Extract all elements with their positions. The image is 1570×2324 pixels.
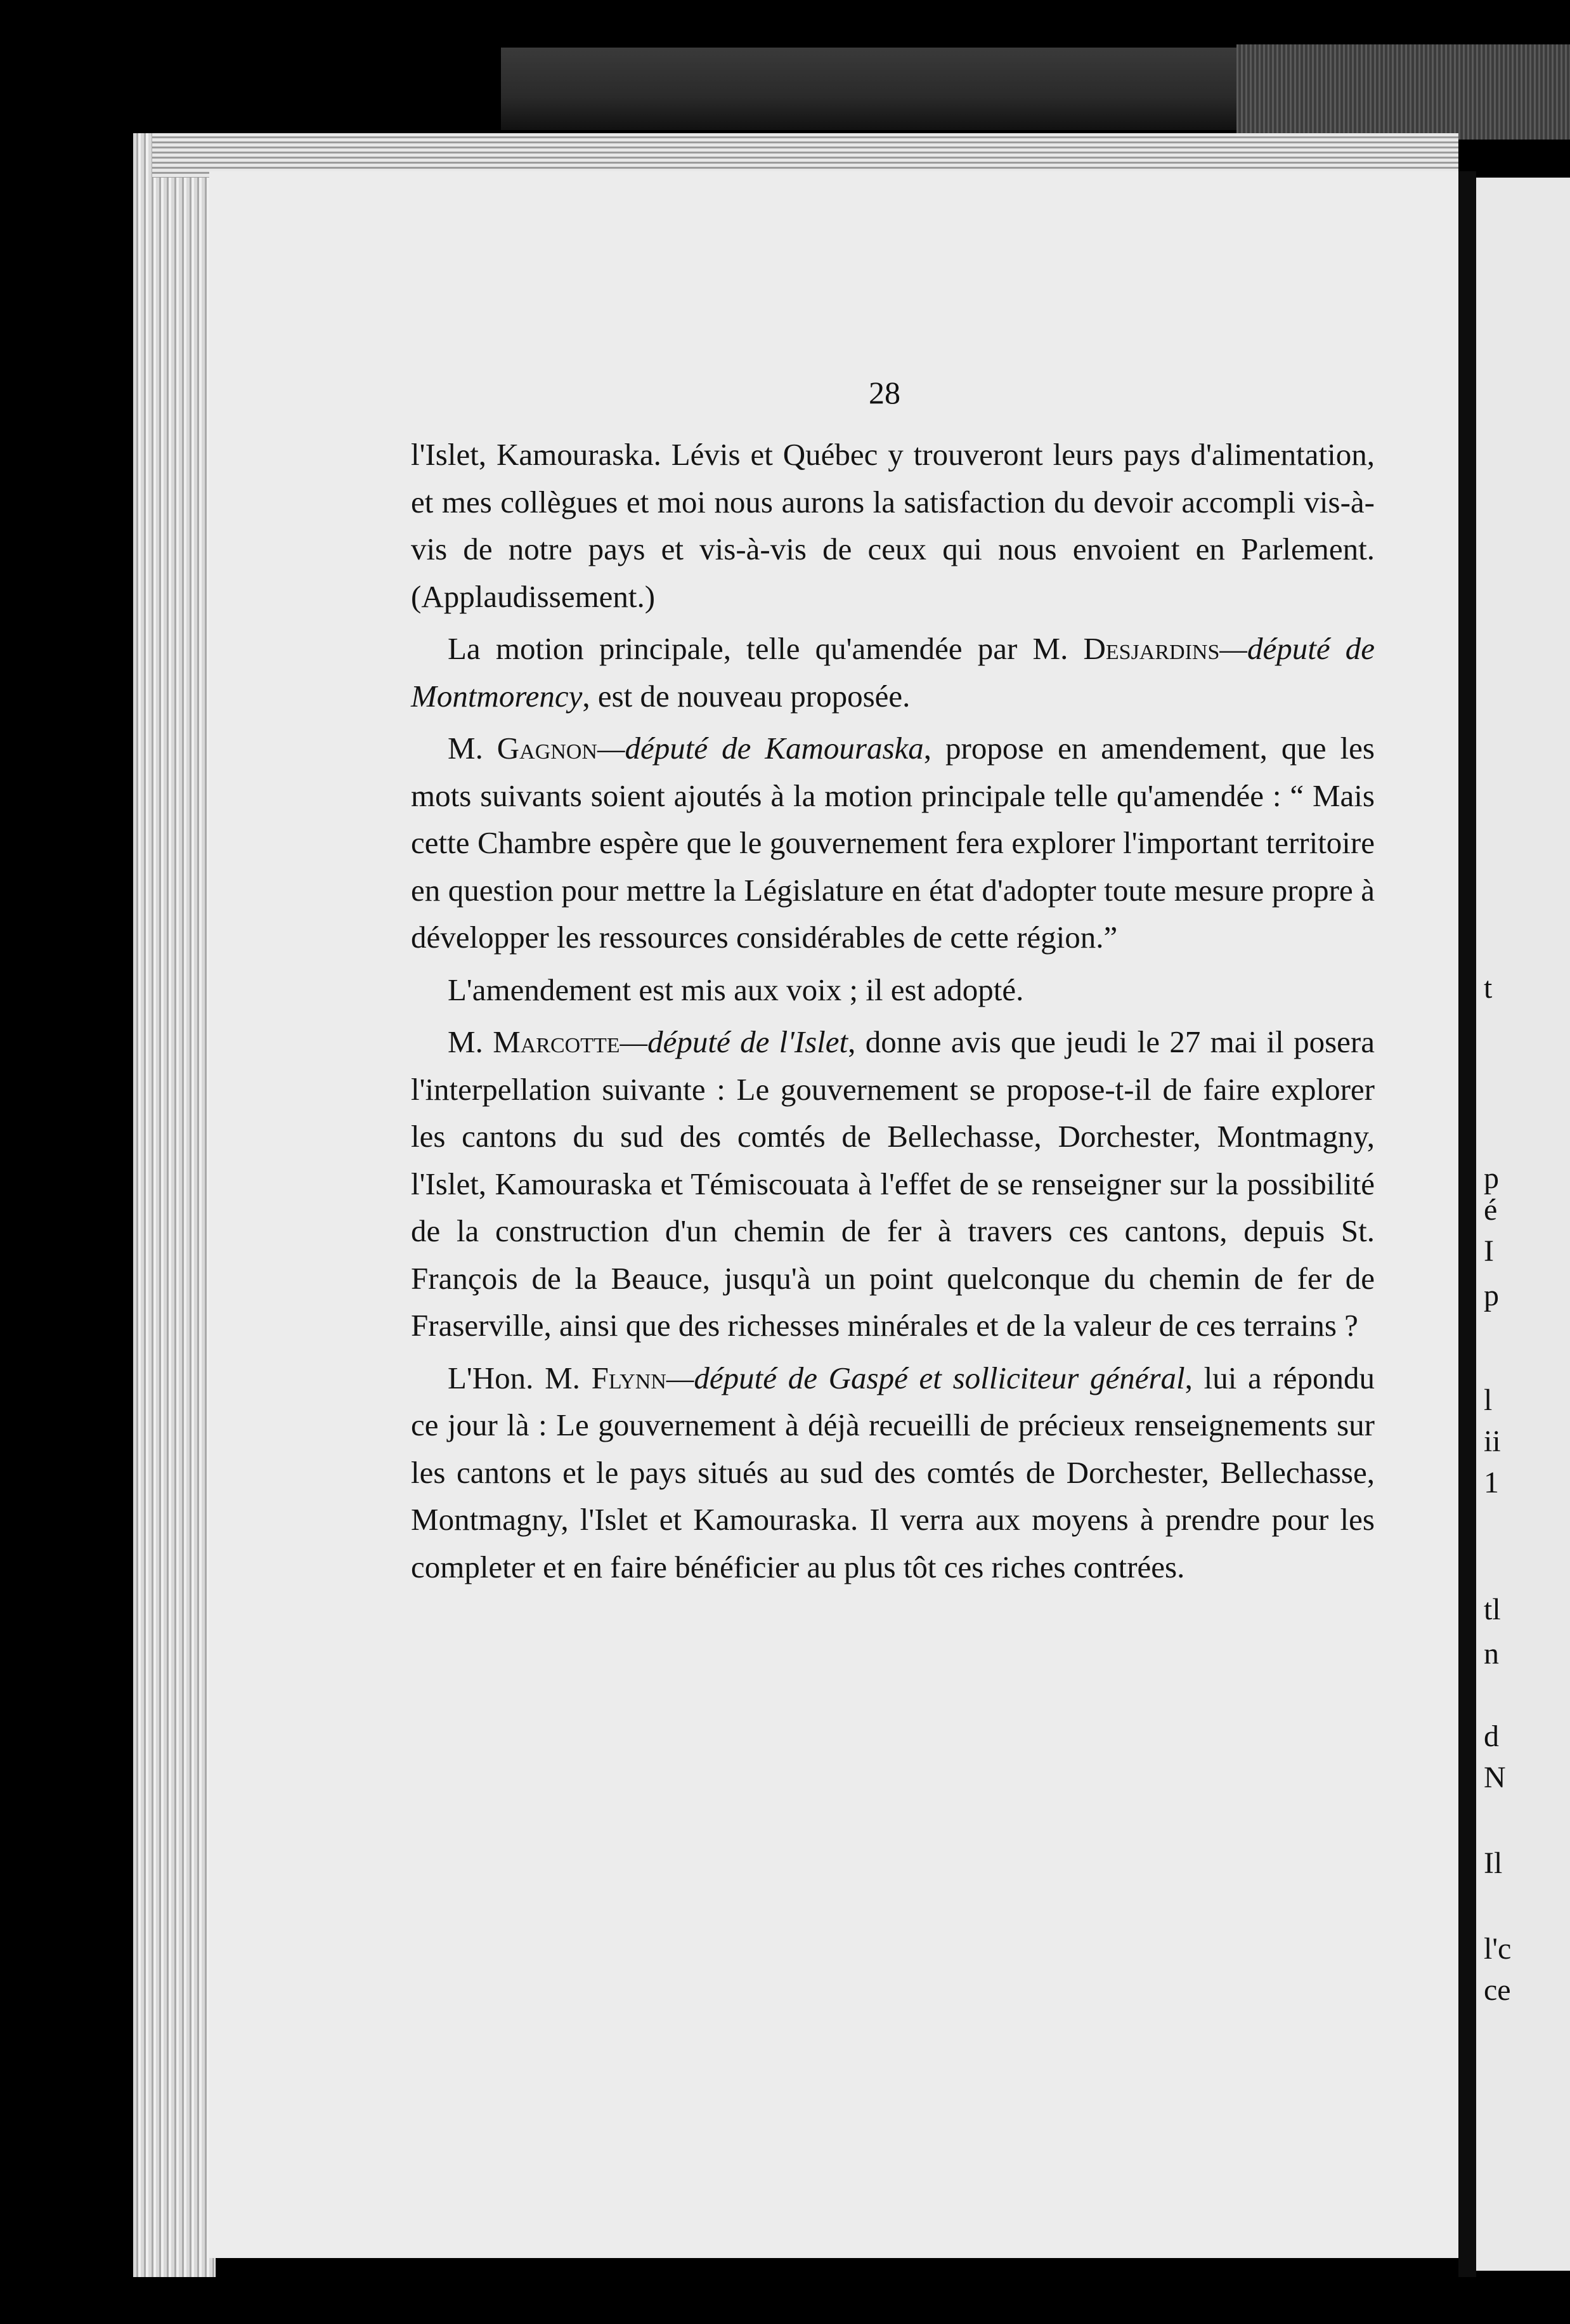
binding-cloth xyxy=(1236,44,1570,140)
facing-fragment: d xyxy=(1484,1720,1499,1753)
facing-fragment: l xyxy=(1484,1383,1493,1417)
page-text xyxy=(411,431,1375,1596)
speaker-role: —député de Gaspé et solliciteur général xyxy=(666,1360,1185,1395)
speaker-name: Desjardins xyxy=(1083,631,1220,666)
speaker-name: Marcotte xyxy=(493,1024,620,1059)
paragraph-text: M. xyxy=(448,1024,493,1059)
paragraph xyxy=(411,625,1375,720)
book-gutter xyxy=(1458,171,1476,2277)
speaker-name: Gagnon xyxy=(496,731,597,766)
paragraph-text: L'amendement est mis aux voix ; il est adopté. xyxy=(448,972,1024,1007)
paragraph xyxy=(411,967,1375,1014)
facing-page xyxy=(1476,178,1570,2271)
facing-fragment: tl xyxy=(1484,1593,1501,1626)
page-number: 28 xyxy=(869,375,900,410)
facing-fragment: p xyxy=(1484,1279,1499,1312)
speaker-role: —député de Montmorency xyxy=(411,631,1375,714)
paragraph xyxy=(411,1355,1375,1591)
facing-fragment: é xyxy=(1484,1193,1498,1227)
paragraph-text: M. xyxy=(448,731,497,766)
paragraph-text: l'Islet, Kamouraska. Lévis et Québec y trouveront leurs pays d'alimentation, et mes collègues et moi nous aurons la satisfaction du devoir accompli vis-à-vis de notre pays et vis-à-vis de ceux qui nous envoient en Parlement. (Applaudissement.) xyxy=(411,437,1375,614)
facing-fragment: Il xyxy=(1484,1846,1503,1880)
paragraph-text: , lui a répondu ce jour là : Le gouvernement à déjà recueilli de précieux renseignements sur les cantons et le pays situés au sud des comtés de Dorchester, Bellechasse, Montmagny, l'Islet et Kamouraska. Il verra aux moyens à prendre pour les completer et en faire bénéficier au plus tôt ces riches contrées. xyxy=(411,1360,1375,1584)
paragraph-text: , est de nouveau proposée. xyxy=(582,678,911,714)
speaker-role: —député de Kamouraska xyxy=(597,731,924,766)
paragraph-text: , donne avis que jeudi le 27 mai il posera l'interpellation suivante : Le gouvernement se propose-t-il de faire explorer les cantons du sud des comtés de Bellechasse, Dorchester, Montmagny, l'Islet, Kamouraska et Témiscouata à l'effet de se renseigner sur la possibilité de la construction d'un chemin de fer à travers ces cantons, depuis St. François de la Beauce, jusqu'à un point quelconque du chemin de fer de Fraserville, ainsi que des richesses minérales et de la valeur de ces terrains ? xyxy=(411,1024,1375,1343)
speaker-role: —député de l'Islet xyxy=(620,1024,848,1059)
facing-fragment: t xyxy=(1484,971,1493,1005)
facing-fragment: 1 xyxy=(1484,1466,1499,1499)
paragraph xyxy=(411,725,1375,962)
facing-fragment: p xyxy=(1484,1161,1499,1195)
facing-fragment: ii xyxy=(1484,1425,1501,1458)
speaker-name: Flynn xyxy=(591,1360,666,1395)
paragraph-text: L'Hon. M. xyxy=(448,1360,592,1395)
page-stack-left xyxy=(133,133,216,2277)
facing-fragment: I xyxy=(1484,1234,1494,1268)
facing-fragment: n xyxy=(1484,1637,1499,1671)
paragraph-text: La motion principale, telle qu'amendée par M. xyxy=(448,631,1084,666)
paragraph xyxy=(411,431,1375,620)
facing-fragment: l'c xyxy=(1484,1932,1512,1966)
paragraph xyxy=(411,1019,1375,1350)
facing-fragment: N xyxy=(1484,1761,1506,1794)
paragraph-text: , propose en amendement, que les mots suivants soient ajoutés à la motion principale telle qu'amendée : “ Mais cette Chambre espère que le gouvernement fera explorer l'important territoire en question pour mettre la Législature en état d'adopter toute mesure propre à développer les ressources considérables de cette région.” xyxy=(411,731,1375,955)
facing-fragment: ce xyxy=(1484,1973,1511,2007)
